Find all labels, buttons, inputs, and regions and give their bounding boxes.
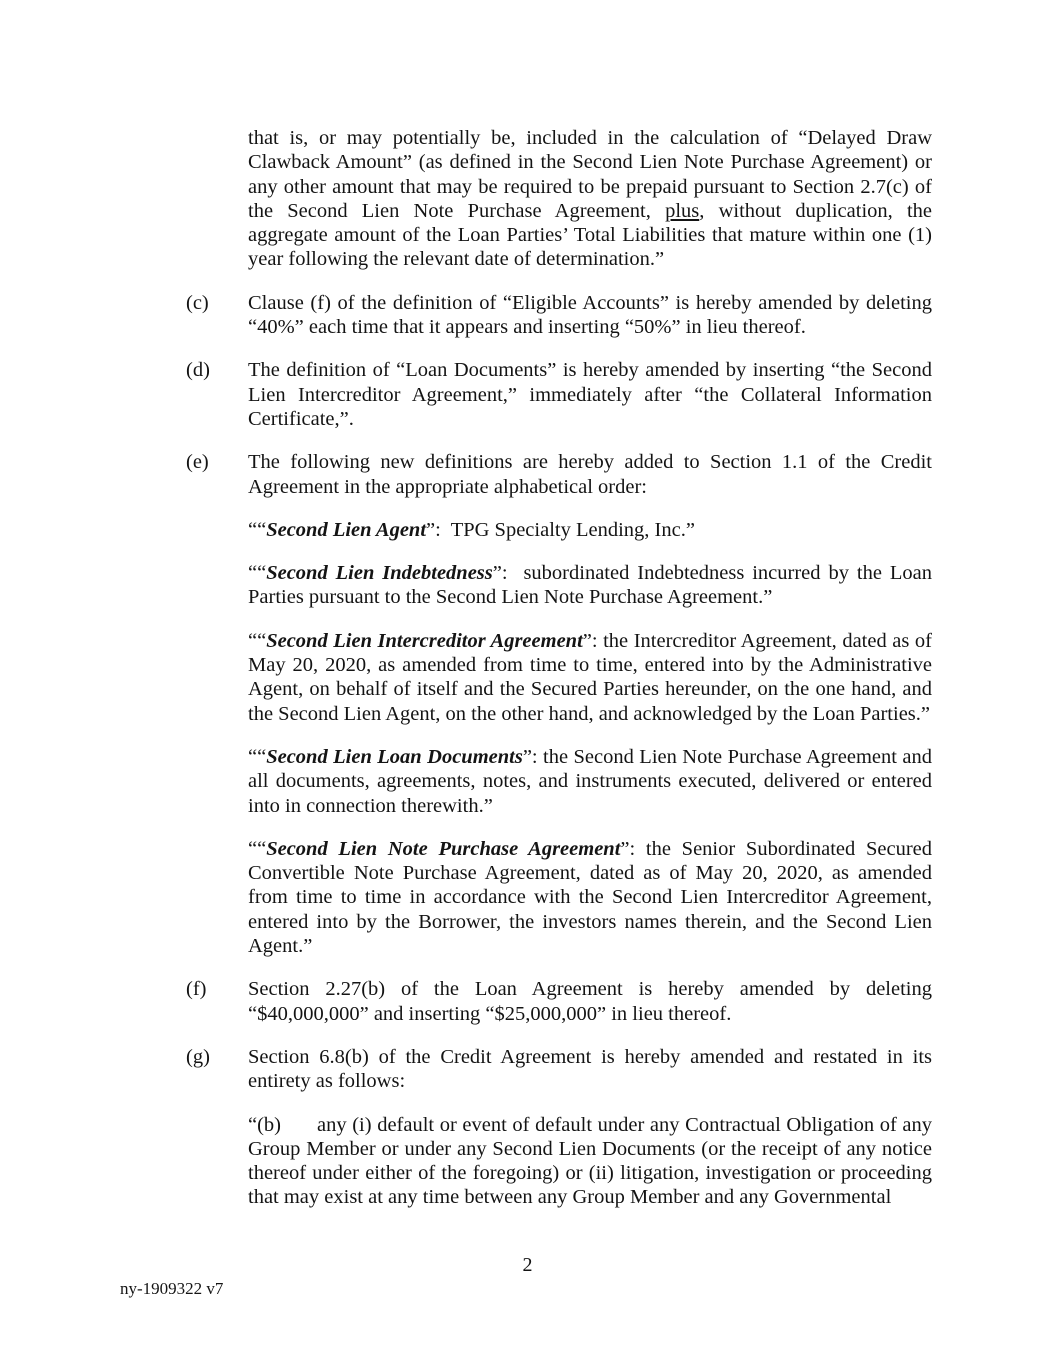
defined-term: Second Lien Agent bbox=[266, 518, 427, 541]
text-run: any (i) default or event of default under any Contractual Obligation of any Group Member or under any Second Lien Documents (or the receipt of any notice thereof under either of the foregoing) or (ii) litigation, investigation or proceeding that may exist at any time between any Group Member and any Governmental bbox=[248, 1113, 932, 1209]
text-run: The following new definitions are hereby added to Section 1.1 of the Credit Agreement in the appropriate alphabetical order: bbox=[248, 451, 932, 498]
document-body bbox=[186, 126, 932, 1229]
text-run: Section 2.27(b) of the Loan Agreement is hereby amended by deleting “$40,000,000” and inserting “$25,000,000” in lieu thereof. bbox=[248, 978, 932, 1025]
text-run: Clause (f) of the definition of “Eligible Accounts” is hereby amended by deleting “40%” each time that it appears and inserting “50%” in lieu thereof. bbox=[248, 291, 932, 339]
definition-second-lien-agent bbox=[186, 518, 932, 542]
clause-label: (d) bbox=[186, 359, 210, 382]
defined-term: Second Lien Note Purchase Agreement bbox=[266, 837, 621, 860]
text-run: ”: the Second Lien Note Purchase Agreement and all documents, agreements, notes, and instruments executed, delivered or entered into in connection therewith.” bbox=[248, 745, 932, 817]
defined-term: Second Lien Loan Documents bbox=[266, 745, 523, 768]
clause-c bbox=[186, 291, 932, 340]
text-run: ”: subordinated Indebtedness incurred by the Loan Parties pursuant to the Second Lien Note Purchase Agreement.” bbox=[248, 562, 932, 609]
defined-term: Second Lien Intercreditor Agreement bbox=[266, 629, 583, 652]
clause-d bbox=[186, 358, 932, 431]
clause-g bbox=[186, 1045, 932, 1094]
clause-label: (e) bbox=[186, 451, 209, 474]
clause-f bbox=[186, 977, 932, 1026]
underlined-text-run: plus bbox=[665, 199, 700, 222]
document-id-footer: ny-1909322 v7 bbox=[120, 1279, 224, 1298]
defined-term: Second Lien Indebtedness bbox=[266, 562, 493, 585]
text-run: that is, or may potentially be, included in the calculation of “Delayed Draw Clawback Amount” (as defined in the Second Lien Note Purchase Agreement) or any other amount that may be required to be prepaid pursuant to Section 2.7(c) of the Second Lien Note Purchase Agreement, bbox=[248, 127, 932, 222]
definition-second-lien-indebtedness bbox=[186, 561, 932, 610]
text-run: ”: the Senior Subordinated Secured Convertible Note Purchase Agreement, dated as of May 20, 2020, as amended from time to time in accordance with the Second Lien Intercreditor Agreement, entered into by the Borrower, the investors names therein, and the Second Lien Agent.” bbox=[248, 837, 932, 958]
sub-clause-marker: “(b) bbox=[248, 1113, 282, 1136]
clause-label: (c) bbox=[186, 291, 209, 314]
sub-clause-b-quote bbox=[186, 1113, 932, 1210]
text-run: ”: TPG Specialty Lending, Inc.” bbox=[426, 518, 695, 541]
text-run: ““ bbox=[248, 745, 267, 768]
text-run: ““ bbox=[248, 629, 267, 652]
clause-label: (f) bbox=[186, 978, 207, 1001]
text-run: ““ bbox=[248, 518, 267, 541]
text-run: , without duplication, the aggregate amount of the Loan Parties’ Total Liabilities that mature within one (1) year following the relevant date of determination.” bbox=[248, 199, 933, 271]
text-run: Section 6.8(b) of the Credit Agreement is hereby amended and restated in its entirety as follows: bbox=[248, 1045, 932, 1093]
clause-label: (g) bbox=[186, 1045, 210, 1068]
definition-second-lien-note-purchase-agreement bbox=[186, 837, 932, 958]
text-run: ”: the Intercreditor Agreement, dated as of May 20, 2020, as amended from time to time, entered into by the Administrative Agent, on behalf of itself and the Secured Parties hereunder, on the one hand, and the Second Lien Agent, on the other hand, and acknowledged by the Loan Parties.” bbox=[248, 629, 932, 725]
clause-e bbox=[186, 450, 932, 499]
page-number: 2 bbox=[522, 1254, 533, 1276]
text-run: ““ bbox=[248, 837, 267, 860]
text-run: ““ bbox=[248, 562, 267, 585]
definition-second-lien-loan-documents bbox=[186, 745, 932, 818]
text-run: The definition of “Loan Documents” is hereby amended by inserting “the Second Lien Intercreditor Agreement,” immediately after “the Collateral Information Certificate,”. bbox=[248, 359, 932, 430]
continuation-paragraph bbox=[186, 126, 932, 272]
definition-second-lien-intercreditor-agreement bbox=[186, 629, 932, 726]
